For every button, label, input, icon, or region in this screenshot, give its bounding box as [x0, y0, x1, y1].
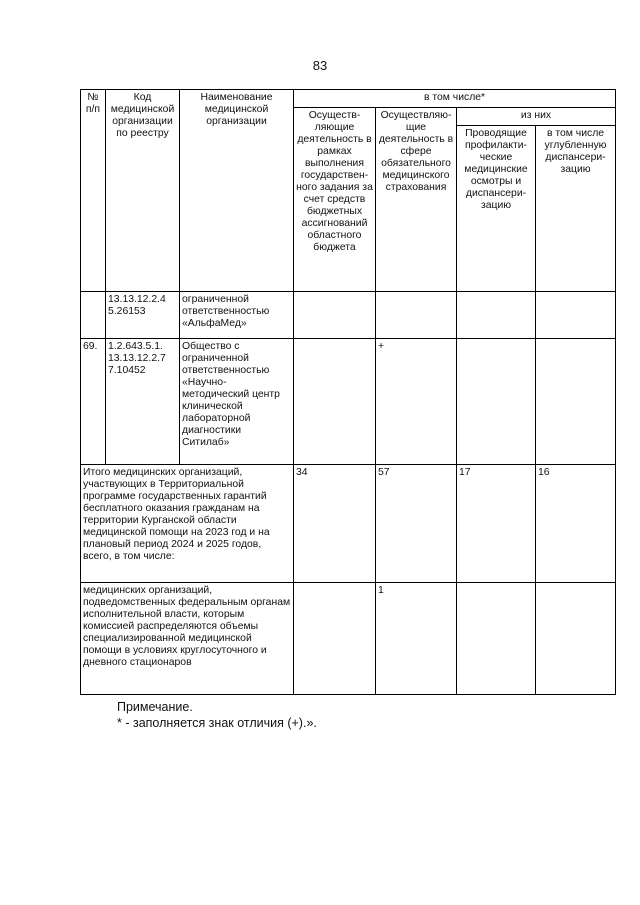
header-oms: Осуществляю-щие деятельность в сфере обязательного медицинского страхования: [376, 108, 457, 292]
footnote: [117, 699, 317, 731]
row-in-depth: [536, 339, 616, 465]
federal-oms: 1: [376, 583, 457, 695]
header-num: № п/п: [81, 90, 106, 292]
row-prophylactic: [457, 339, 536, 465]
row-in-depth: [536, 292, 616, 339]
header-of-them: из них: [457, 108, 616, 126]
row-org-name: Общество с ограниченной ответственностью «Научно-методический центр клинической лабораторной диагностики Ситилаб»: [180, 339, 294, 465]
total-state-task: 34: [294, 465, 376, 583]
row-num: 69.: [81, 339, 106, 465]
page-number: 83: [312, 58, 328, 73]
row-oms: [376, 292, 457, 339]
header-state-task: Осуществ-ляющие деятельность в рамках выполнения государствен-ного задания за счет средств бюджетных ассигнований областного бюджета: [294, 108, 376, 292]
organizations-table: [80, 89, 616, 695]
note-text: * - заполняется знак отличия (+).».: [117, 716, 317, 730]
row-prophylactic: [457, 292, 536, 339]
row-num: [81, 292, 106, 339]
row-state-task: [294, 292, 376, 339]
header-prophylactic: Проводящие профилакти-ческие медицинские осмотры и диспансери-зацию: [457, 126, 536, 292]
total-oms: 57: [376, 465, 457, 583]
header-row-1: [81, 90, 616, 108]
header-code: Код медицинской организации по реестру: [106, 90, 180, 292]
header-in-depth: в том числе углубленную диспансери-зацию: [536, 126, 616, 292]
row-code: 1.2.643.5.1. 13.13.12.2.7 7.10452: [106, 339, 180, 465]
federal-prophylactic: [457, 583, 536, 695]
row-code: 13.13.12.2.4 5.26153: [106, 292, 180, 339]
table-row: [81, 292, 616, 339]
federal-row: [81, 583, 616, 695]
note-title: Примечание.: [117, 700, 193, 714]
federal-label: медицинских организаций, подведомственных федеральным органам исполнительной власти, которым комиссией распределяются объемы специализированной медицинской помощи в условиях круглосуточного и дневного стационаров: [81, 583, 294, 695]
federal-state-task: [294, 583, 376, 695]
header-name: Наименование медицинской организации: [180, 90, 294, 292]
table-row: [81, 339, 616, 465]
federal-in-depth: [536, 583, 616, 695]
row-oms: +: [376, 339, 457, 465]
total-label: Итого медицинских организаций, участвующих в Территориальной программе государственных гарантий бесплатного оказания гражданам на территории Курганской области медицинской помощи на 2023 год и на плановый период 2024 и 2025 годов, всего, в том числе:: [81, 465, 294, 583]
total-prophylactic: 17: [457, 465, 536, 583]
row-org-name: ограниченной ответственностью «АльфаМед»: [180, 292, 294, 339]
header-including: в том числе*: [294, 90, 616, 108]
total-in-depth: 16: [536, 465, 616, 583]
total-row: [81, 465, 616, 583]
row-state-task: [294, 339, 376, 465]
